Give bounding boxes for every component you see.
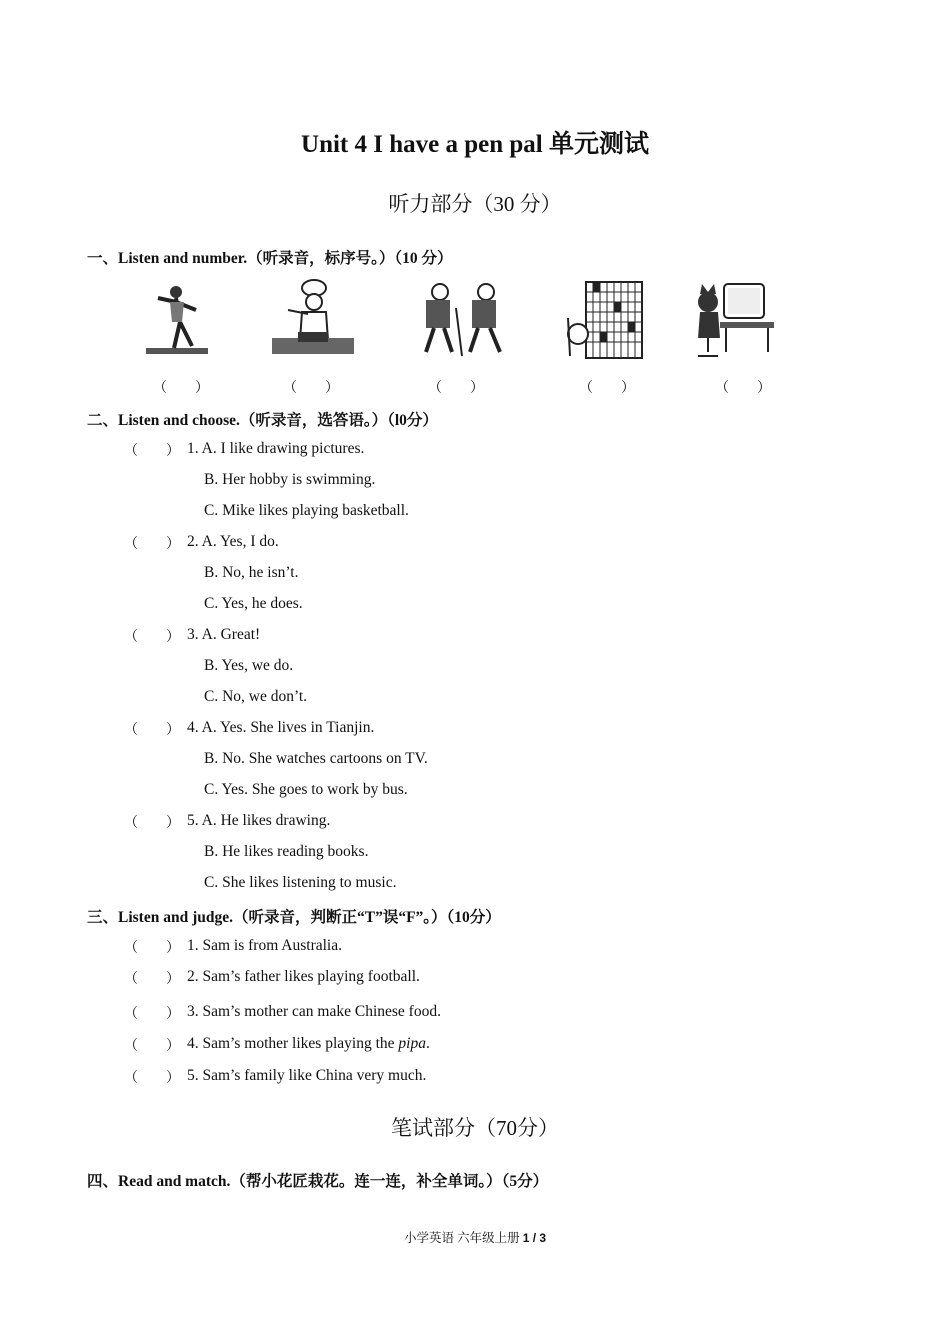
page-footer [0,1228,950,1246]
question-option: C. No, we don’t. [204,688,308,705]
answer-blank[interactable]: （ ） [124,444,180,459]
question-option: 2. A. Yes, I do. [187,533,279,550]
question-option: B. He likes reading books. [204,843,369,860]
question-option: 5. A. He likes drawing. [187,812,331,829]
judge-blank[interactable]: （ ） [124,1039,180,1054]
number-blank-2[interactable]: （ ） [283,381,339,396]
question-option: C. Mike likes playing basketball. [204,502,409,519]
judge-blank[interactable]: （ ） [124,1007,180,1022]
section1-heading: 一、Listen and number.（听录音，标序号。）（10 分） [87,250,453,267]
number-blank-5[interactable]: （ ） [715,381,771,396]
answer-blank[interactable]: （ ） [124,723,180,738]
number-blank-4[interactable]: （ ） [579,381,635,396]
judge-statement-tail: . [425,1035,430,1052]
page-number: 1 / 3 [522,1231,547,1245]
question-option: C. She likes listening to music. [204,874,397,891]
judge-statement-text: 4. Sam’s mother likes playing the [187,1035,399,1052]
question-option: 4. A. Yes. She lives in Tianjin. [187,719,375,736]
question-option: B. No, he isn’t. [204,564,299,581]
listening-header: 听力部分（30 分） [388,192,562,216]
question-option: B. Yes, we do. [204,657,294,674]
judge-blank[interactable]: （ ） [124,972,180,987]
number-blank-3[interactable]: （ ） [428,381,484,396]
question-option: C. Yes. She goes to work by bus. [204,781,408,798]
answer-blank[interactable]: （ ） [124,816,180,831]
kungfu-man-icon [140,278,212,364]
crossword-puzzle-icon [562,278,648,364]
question-option: 3. A. Great! [187,626,261,643]
judge-statement: 1. Sam is from Australia. [187,937,342,954]
question-option: B. No. She watches cartoons on TV. [204,750,428,767]
question-option: C. Yes, he does. [204,595,303,612]
chef-cooking-icon [268,278,358,364]
cat-computer-icon [690,278,776,364]
picture-row [0,278,950,368]
section2-heading: 二、Listen and choose.（听录音，选答语。）（l0分） [87,412,438,429]
footer-text: 小学英语 六年级上册 [403,1231,523,1245]
judge-statement-italic: pipa [398,1035,426,1052]
judge-statement [187,1035,430,1053]
writing-header: 笔试部分（70分） [391,1116,559,1140]
section4-heading: 四、Read and match.（帮小花匠栽花。连一连，补全单词。）（5分） [87,1173,549,1190]
judge-statement: 5. Sam’s family like China very much. [187,1067,427,1084]
answer-blank[interactable]: （ ） [124,630,180,645]
number-blank-1[interactable]: （ ） [153,381,209,396]
question-option: 1. A. I like drawing pictures. [187,440,365,457]
judge-blank[interactable]: （ ） [124,941,180,956]
judge-blank[interactable]: （ ） [124,1071,180,1086]
judge-statement: 3. Sam’s mother can make Chinese food. [187,1003,441,1020]
hikers-icon [408,278,516,364]
answer-blank[interactable]: （ ） [124,537,180,552]
judge-statement: 2. Sam’s father likes playing football. [187,968,420,985]
question-option: B. Her hobby is swimming. [204,471,376,488]
section3-heading: 三、Listen and judge.（听录音，判断正“T”误“F”。）（10分） [87,909,501,926]
page-title: Unit 4 I have a pen pal 单元测试 [301,131,649,158]
